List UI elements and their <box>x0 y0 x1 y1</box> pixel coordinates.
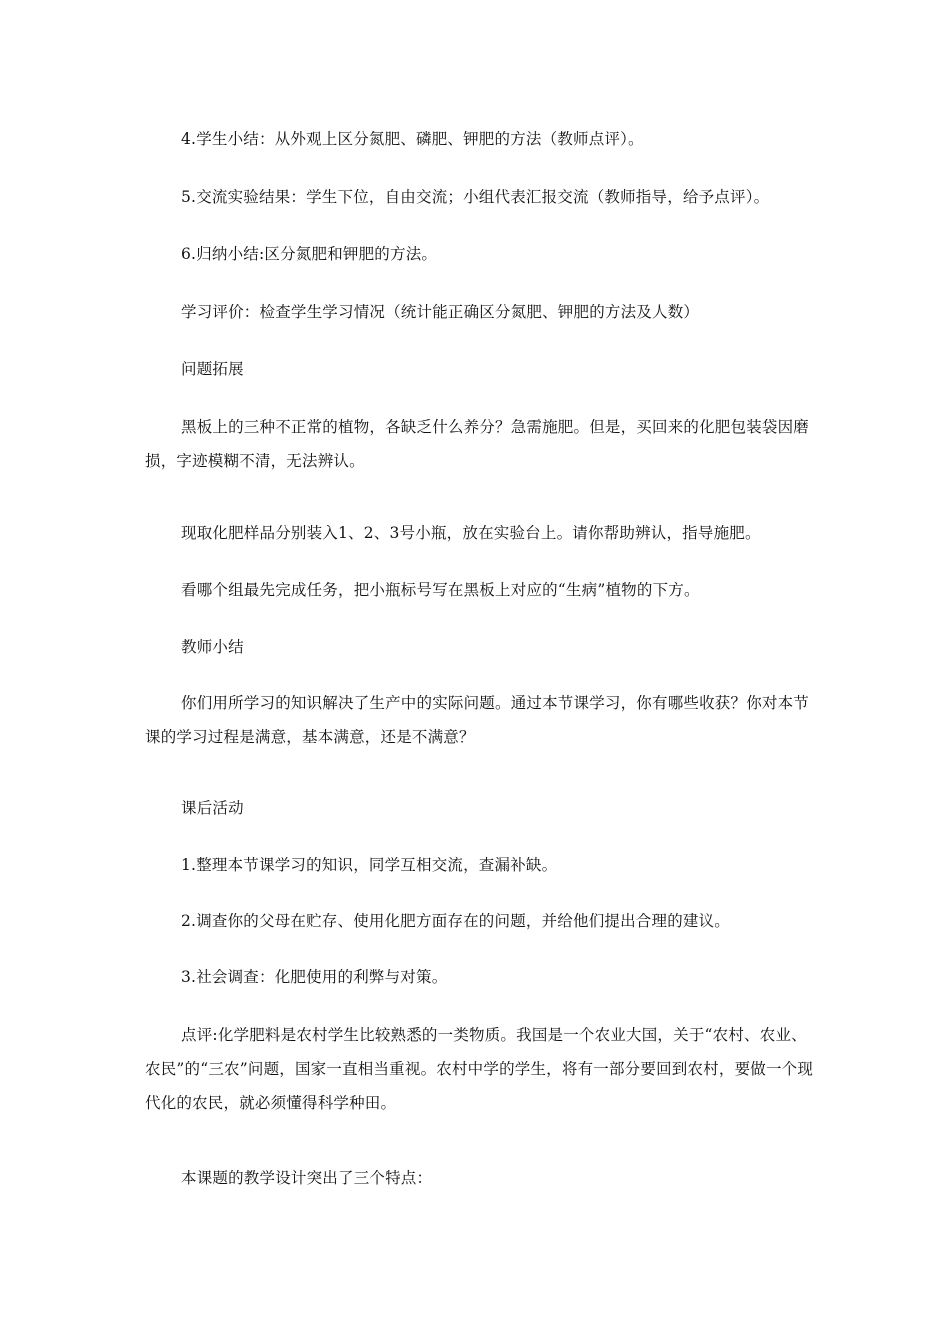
paragraph-teacher-summary-text: 你们用所学习的知识解决了生产中的实际问题。通过本节课学习，你有哪些收获？你对本节课的学习过程是满意，基本满意，还是不满意？ <box>145 694 810 746</box>
heading-problem-extension: 问题拓展 <box>181 360 244 378</box>
paragraph-comment: 点评:化学肥料是农村学生比较熟悉的一类物质。我国是一个农业大国，关于“农村、农业、农民”的“三农”问题，国家一直相当重视。农村中学的学生，将有一部分要回到农村，要做一个现代化的农民，就必须懂得科学种田。 <box>145 1026 814 1112</box>
heading-teacher-summary: 教师小结 <box>181 638 244 656</box>
heading-after-class-activities: 课后活动 <box>181 799 244 817</box>
paragraph-activity-1: 1.整理本节课学习的知识，同学互相交流，查漏补缺。 <box>181 856 558 874</box>
paragraph-learning-evaluation: 学习评价：检查学生学习情况（统计能正确区分氮肥、钾肥的方法及人数） <box>181 303 700 321</box>
paragraph-three-features: 本课题的教学设计突出了三个特点： <box>181 1169 433 1187</box>
paragraph-exchange-results: 5.交流实验结果：学生下位，自由交流；小组代表汇报交流（教师指导，给予点评）。 <box>181 188 770 206</box>
paragraph-blackboard-plants: 黑板上的三种不正常的植物，各缺乏什么养分？急需施肥。但是，买回来的化肥包装袋因磨损，字迹模糊不清，无法辨认。 <box>145 418 810 470</box>
paragraph-induction-summary: 6.归纳小结:区分氮肥和钾肥的方法。 <box>181 245 438 263</box>
paragraph-student-summary: 4.学生小结：从外观上区分氮肥、磷肥、钾肥的方法（教师点评）。 <box>181 130 644 148</box>
paragraph-activity-2: 2.调查你的父母在贮存、使用化肥方面存在的问题，并给他们提出合理的建议。 <box>181 912 730 930</box>
paragraph-group-task: 看哪个组最先完成任务，把小瓶标号写在黑板上对应的“生病”植物的下方。 <box>181 581 700 599</box>
paragraph-fertilizer-samples: 现取化肥样品分别装入1、2、3号小瓶，放在实验台上。请你帮助辨认，指导施肥。 <box>181 524 761 542</box>
paragraph-activity-3: 3.社会调查：化肥使用的利弊与对策。 <box>181 968 448 986</box>
